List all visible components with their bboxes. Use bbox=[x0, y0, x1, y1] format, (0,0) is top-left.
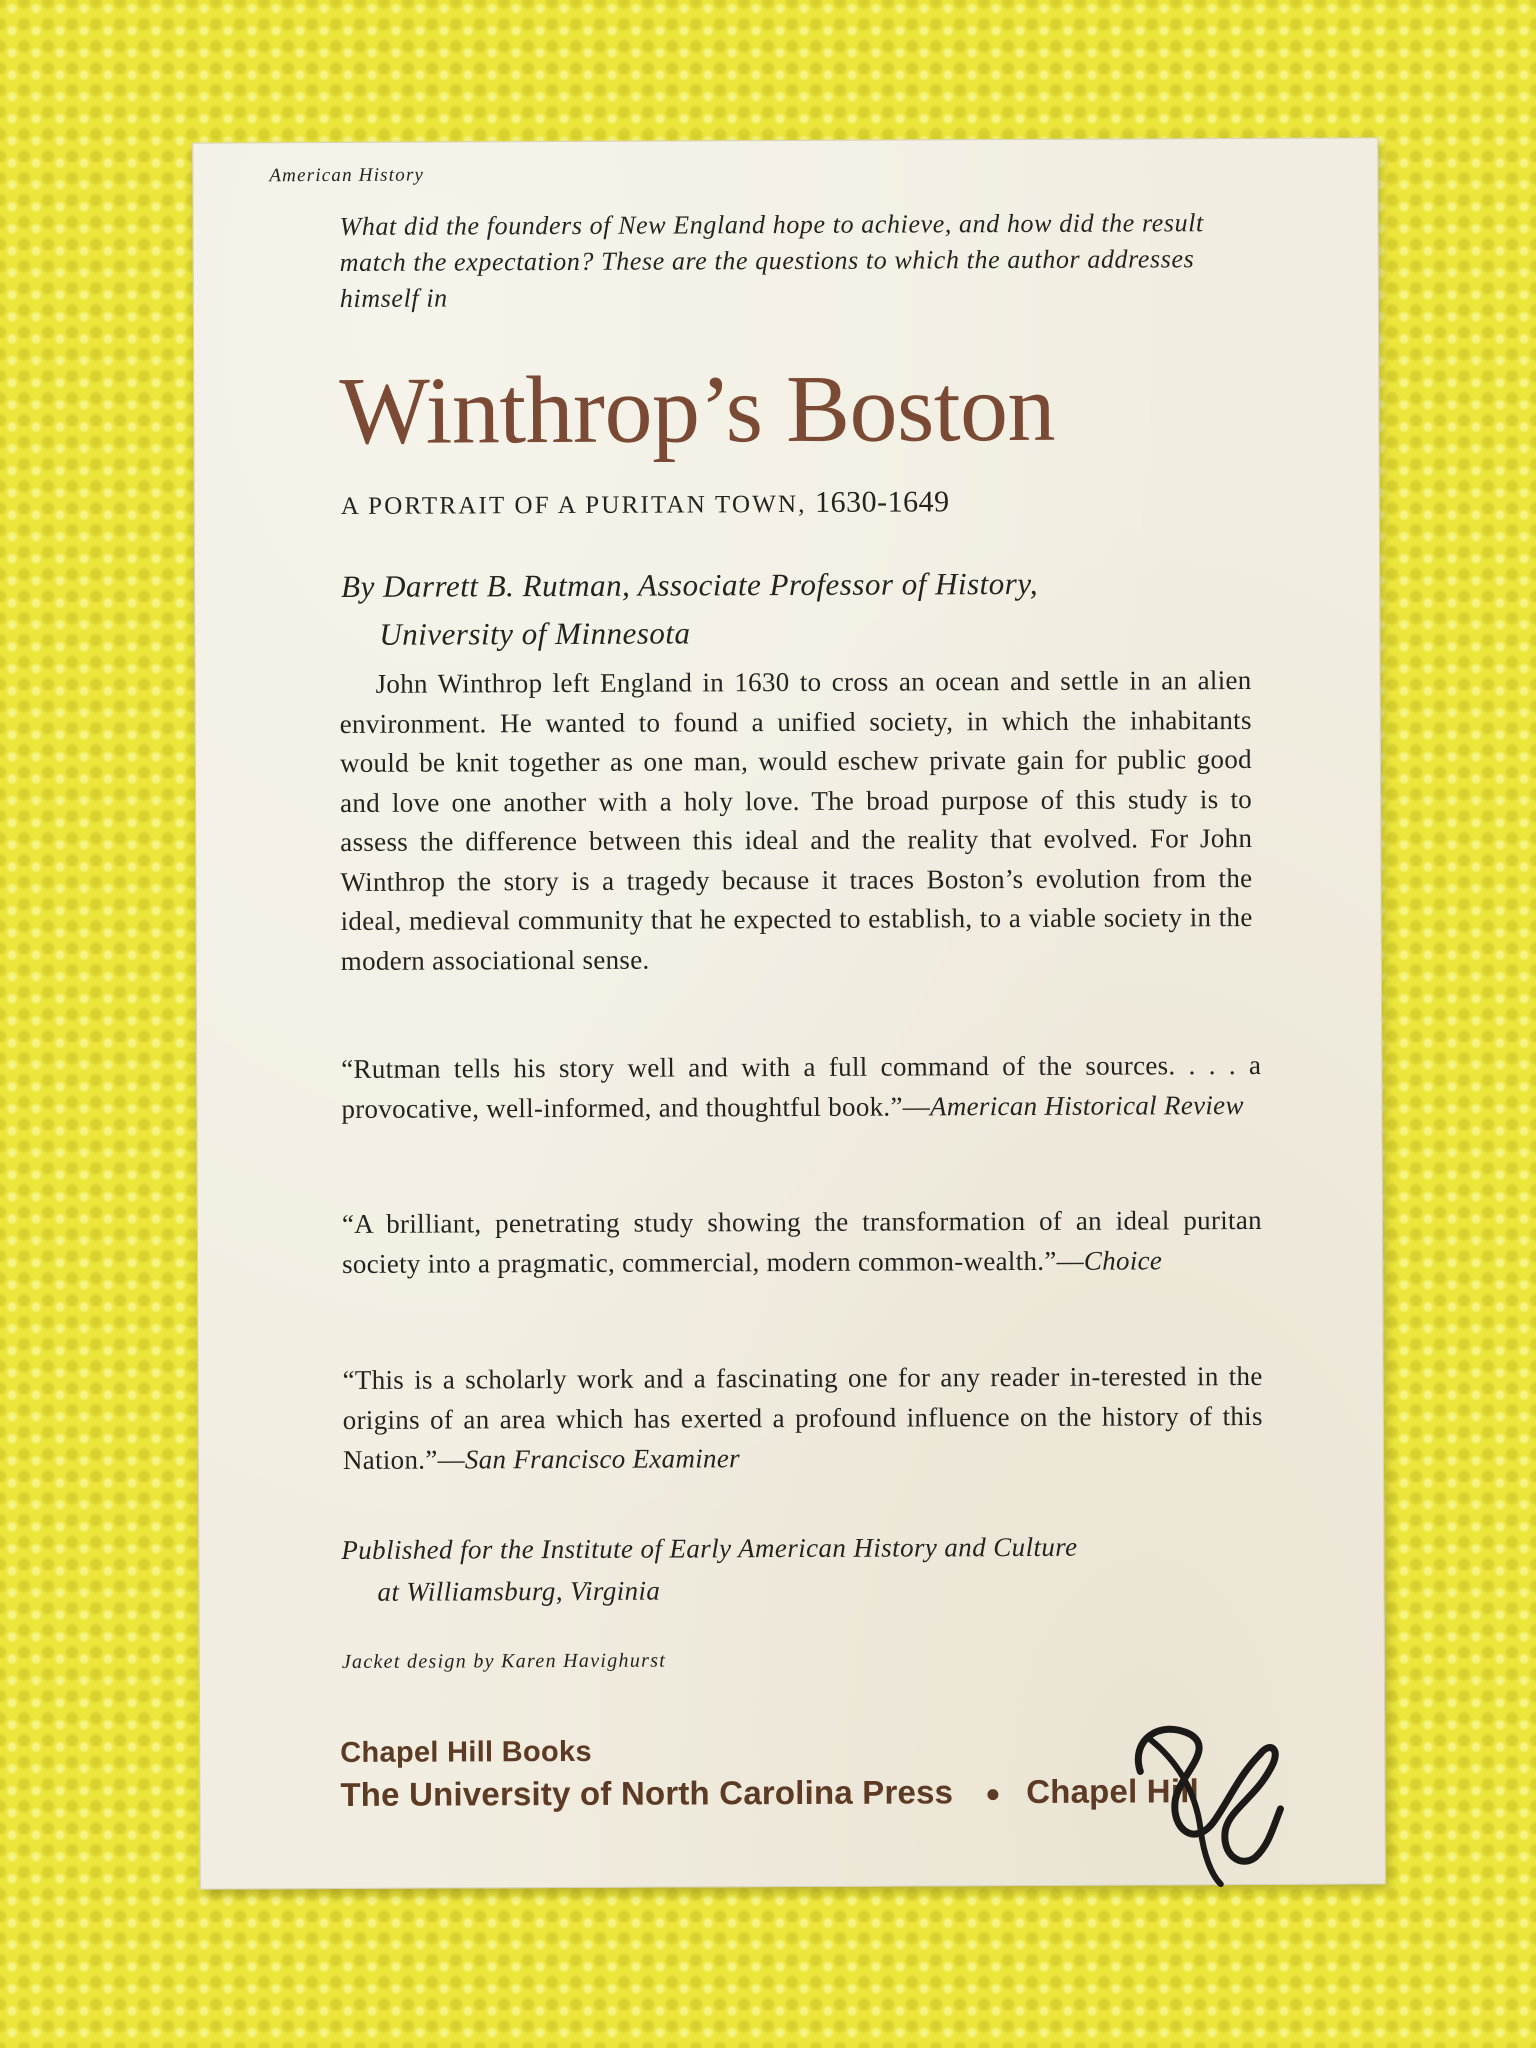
category-label: American History bbox=[269, 164, 425, 187]
bullet-icon bbox=[987, 1789, 998, 1800]
book-subtitle bbox=[341, 482, 1379, 525]
book-description: John Winthrop left England in 1630 to cross an ocean and settle in an alien environment. He wanted to found a unified society, in which the inhabitants would be knit together as one man, would eschew private gain for public good and love one another with a holy love. The broad purpose of this study is to assess the difference between this ideal and the reality that evolved. For John Winthrop the story is a tragedy because it traces Boston’s evolution from the ideal, medieval community that he expected to establish, to a viable society in the modern associational sense. bbox=[339, 664, 1253, 976]
book-title: Winthrop’s Boston bbox=[339, 353, 1056, 464]
handwritten-mark bbox=[1120, 1679, 1291, 1890]
review-text: “This is a scholarly work and a fascinating one for any reader in-terested in the origins of an area which has exerted a profound influence on the history of this Nation.”— bbox=[342, 1360, 1263, 1475]
press-name: The University of North Carolina Press bbox=[340, 1773, 954, 1813]
review-text: “A brilliant, penetrating study showing the transformation of an ideal puritan society into a pragmatic, commercial, modern common-wealth.”— bbox=[341, 1204, 1262, 1279]
publisher-note bbox=[341, 1525, 1267, 1613]
author-byline bbox=[341, 559, 1239, 659]
review-source: American Historical Review bbox=[929, 1090, 1244, 1122]
publisher-note-line2: at Williamsburg, Virginia bbox=[377, 1575, 661, 1607]
book-back-cover bbox=[192, 137, 1386, 1889]
review-quote bbox=[342, 1200, 1262, 1284]
review-text: “Rutman tells his story well and with a full command of the sources. . . . a provocative, well-informed, and thoughtful book.”— bbox=[341, 1049, 1262, 1124]
review-source: Choice bbox=[1083, 1245, 1163, 1276]
publisher-note-line1: Published for the Institute of Early American History and Culture bbox=[341, 1531, 1078, 1565]
review-quote bbox=[341, 1045, 1261, 1129]
review-quote bbox=[343, 1356, 1264, 1480]
intro-question: What did the founders of New England hope to achieve, and how did the result match the expectation? These are the questions to which the author addresses himself in bbox=[339, 208, 1204, 313]
subtitle-text: A PORTRAIT OF A PURITAN TOWN, bbox=[340, 490, 807, 520]
subtitle-years: 1630-1649 bbox=[815, 485, 950, 519]
author-affiliation: University of Minnesota bbox=[379, 615, 691, 652]
author-line: By Darrett B. Rutman, Associate Professor of History, bbox=[341, 565, 1039, 604]
jacket-design-credit: Jacket design by Karen Havighurst bbox=[341, 1649, 667, 1673]
imprint-name: Chapel Hill Books bbox=[340, 1735, 592, 1769]
press-city: Chapel Hill bbox=[1026, 1772, 1199, 1810]
review-source: San Francisco Examiner bbox=[464, 1443, 740, 1475]
